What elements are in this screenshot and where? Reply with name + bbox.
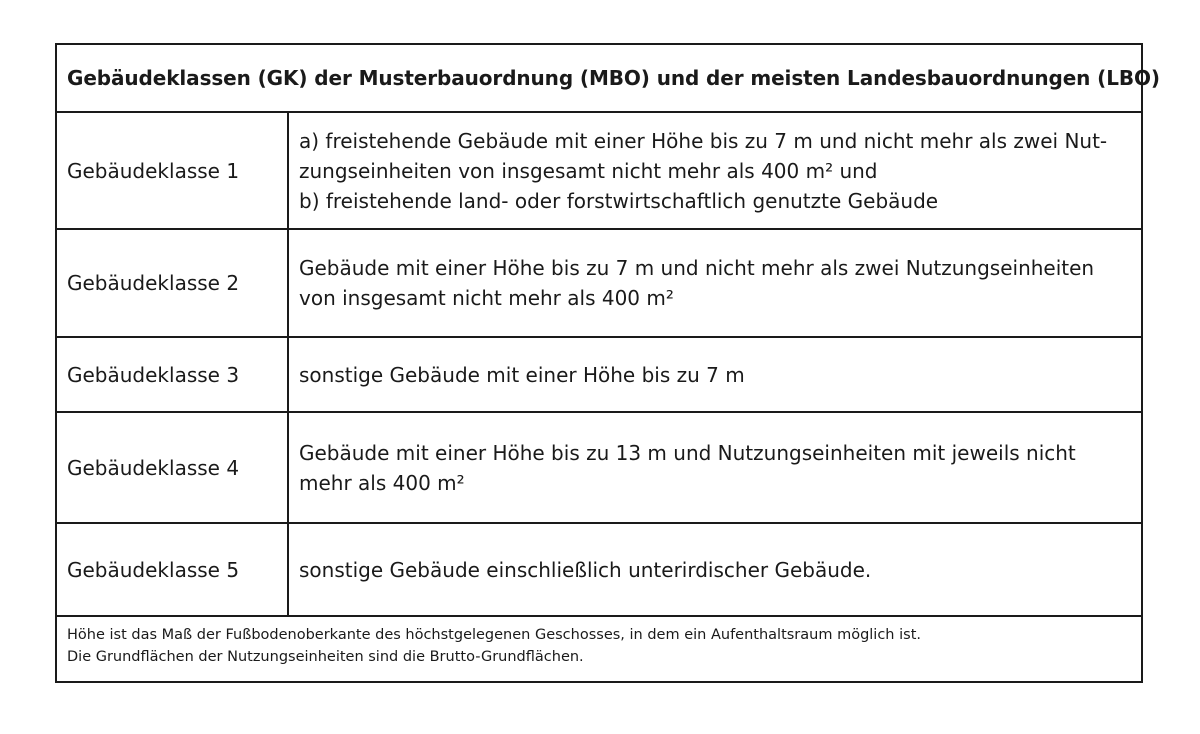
description-line: Gebäude mit einer Höhe bis zu 13 m und Nutzungseinheiten mit jeweils nicht bbox=[299, 440, 1076, 465]
class-description bbox=[289, 413, 1141, 522]
class-label: Gebäudeklasse 3 bbox=[57, 338, 289, 411]
class-description bbox=[289, 230, 1141, 336]
class-label: Gebäudeklasse 1 bbox=[57, 113, 289, 228]
class-description bbox=[289, 338, 1141, 411]
class-label: Gebäudeklasse 4 bbox=[57, 413, 289, 522]
description-line: sonstige Gebäude einschließlich unterirdischer Gebäude. bbox=[299, 557, 872, 582]
description-line: a) freistehende Gebäude mit einer Höhe bis zu 7 m und nicht mehr als zwei Nut- bbox=[299, 128, 1108, 153]
table-row bbox=[57, 413, 1141, 524]
class-description bbox=[289, 113, 1141, 228]
footnote-line: Höhe ist das Maß der Fußbodenoberkante des höchstgelegenen Geschosses, in dem ein Aufenthaltsraum möglich ist. bbox=[67, 627, 921, 643]
footnote-line: Die Grundflächen der Nutzungseinheiten sind die Brutto-Grundflächen. bbox=[67, 649, 584, 665]
class-description bbox=[289, 524, 1141, 615]
table-row bbox=[57, 230, 1141, 338]
building-class-table bbox=[55, 43, 1160, 683]
description-line: Gebäude mit einer Höhe bis zu 7 m und nicht mehr als zwei Nutzungseinheiten bbox=[299, 256, 1095, 280]
table-row bbox=[57, 524, 1141, 617]
class-label: Gebäudeklasse 2 bbox=[57, 230, 289, 336]
table-footnote bbox=[57, 617, 1141, 681]
description-line: sonstige Gebäude mit einer Höhe bis zu 7 m bbox=[299, 362, 745, 387]
table-row bbox=[57, 113, 1141, 230]
description-line: mehr als 400 m² bbox=[299, 470, 465, 495]
description-line: von insgesamt nicht mehr als 400 m² bbox=[299, 286, 674, 310]
description-line: zungseinheiten von insgesamt nicht mehr als 400 m² und bbox=[299, 158, 878, 183]
table-title: Gebäudeklassen (GK) der Musterbauordnung (MBO) und der meisten Landesbauordnungen (LBO) bbox=[57, 45, 1141, 113]
class-label: Gebäudeklasse 5 bbox=[57, 524, 289, 615]
table-row bbox=[57, 338, 1141, 413]
description-line: b) freistehende land- oder forstwirtschaftlich genutzte Gebäude bbox=[299, 188, 939, 213]
